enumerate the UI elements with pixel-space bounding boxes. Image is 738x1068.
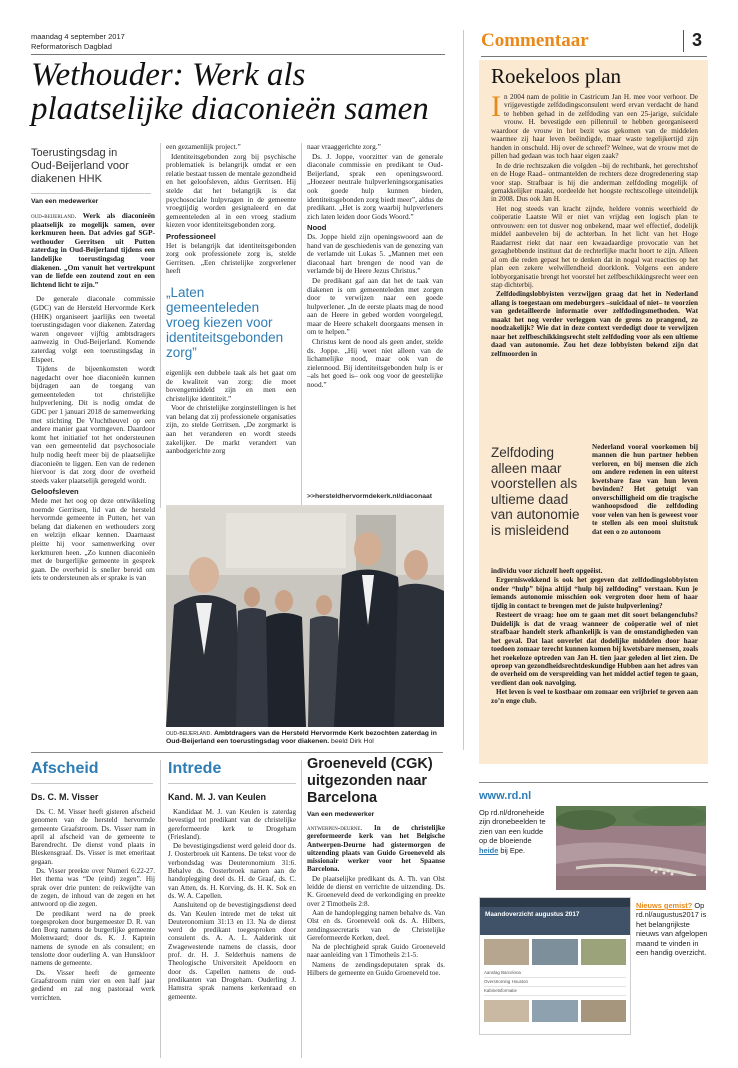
commentary-p1-text: n 2004 nam de politie in Castricum Jan H. mee voor verhoor. De vrijgevestigde zelfdodingsconsulent werd ervan verdacht de hand te hebben gehad in de zelfdoding van een 25-jarige, suïcidale vrouw. H. bevestigde een pillenruil te hebben georganiseerd waardoor de vrouw in het bezit was gekomen van de middelen waarmee zij haar leven beëindigde, maar waste tegelijkertijd zijn handen in onschuld. Hij over de schreef? Welnee, wat de vrouw met de pillen had gedaan was toch haar eigen zaak? [491,93,698,161]
afscheid-p1: Ds. C. M. Visser heeft gisteren afscheid genomen van de hersteld hervormde gemeente Graafstroom. Ds. Visser nam in april al afscheid van de gemeente te Barendrecht. De dienst vond plaats in Bleskensgraaf. Ds. Visser is met emeritaat gegaan. [31,808,155,866]
heide-text: Op rd.nl/droneheide zijn dronebeelden te zien van een kudde op de bloeiende [479,808,546,846]
screenshot-thumb-1 [484,939,529,965]
groeneveld-lead [307,824,445,874]
meeting-photo [166,505,444,727]
intrede-p1: Kandidaat M. J. van Keulen is zaterdag bevestigd tot predikant van de christelijke gereformeerde kerk te Drogeham (Friesland). [168,808,296,841]
page-number: 3 [692,30,703,50]
intrede-p2: De bevestigingsdienst werd geleid door ds. J. Oosterbroek uit Kantens. De tekst voor de verbondsdag was Deuteronomium 31:6. Behalve ds. Oosterbroek namen aan de handoplegging deel ds. H. de Graaf, ds. C. van Atten, ds. H. Korving, ds. H. K. Sok en ds. W. A. Capellen. [168,842,296,900]
main-col2-p5: Voor de christelijke zorginstellingen is het van belang dat zij professionele organisaties zijn, zo stelde Gerritsen. „De zorgmarkt is aan het veranderen en wordt steeds zakelijker. De markt verandert van aanbodgerichte zorg [166,403,296,456]
commentary-p4: Zelfdodingslobbyisten verzwijgen graag dat het in Nederland allang is toegestaan om medeburgers –suïcidaal of niet– te voorzien van gedetailleerde informatie over zelfdodingsmethoden. Wat maakt het nog verder verleggen van de grens zo prangend, zo noodzakelijk? Wie dat in deze context verdedigt door te verwijzen naar het zelfbeschikkingsrecht stelt zelfdoding voor als een ultieme daad van autonomie. Zou het deze lobbyisten bekend zijn dat zelfmoorden in [491,290,698,358]
screenshot-banner [480,907,630,935]
header-rule [31,54,445,55]
main-byline: Van een medewerker [31,198,99,205]
commentary-p6: Ergerniswekkend is ook het gegeven dat zelfdodingslobbyisten onder “hulp” bijna altijd “hulp bij zelfdoding” verstaan. Kun je iemands autonomie misschien ook vergroten door hem of haar tijdig in contact te brengen met de juiste hulpverlening? [491,576,698,610]
afscheid-name: Ds. C. M. Visser [31,792,99,802]
rdnl-rule [479,782,708,783]
groeneveld-p4: Namens de zendingsdeputaten sprak ds. Hilbers de gemeente en Guido Groeneveld toe. [307,960,445,978]
screenshot-thumb-3 [581,939,626,965]
screenshot-thumb-5 [532,1000,577,1022]
main-col2-p4: eigenlijk een dubbele taak als het gaat om de kwaliteit van zorg: die moet bovengemiddeld zijn en men een christelijke identiteit.” [166,367,296,403]
main-lead-place: oud-beijerland. [31,212,77,220]
afscheid-p4: Ds. Visser heeft de gemeente Graafstroom ruim vier en een half jaar gediend en zal nog pastoraal werk verrichten. [31,968,155,1002]
commentary-p7: Resteert de vraag: hoe om te gaan met dit soort belangenclubs? Duidelijk is dat de vraag wanneer de coöperatie wel of niet strafbaar handelt sterk afhankelijk is van de omstandigheden van het geval. Dat laat onverlet dat dodelijke middelen door haar toedoen zomaar terecht kunnen komen bij kwetsbare mensen, zoals het roekeloze optreden van Jan H. tien jaar geleden al liet zien. De oproep van gezondheidsrechtdeskundige Hubben aan het adres van de overheid om de verspreiding van het middel actief tegen te gaan, verdient dan ook navolging. [491,611,698,687]
groeneveld-headline: Groeneveld (CGK) uitgezonden naar Barcelona [307,756,433,806]
heide-photo[interactable] [556,806,706,890]
screenshot-list [480,969,630,996]
subtitle-rule [31,193,151,194]
rdnl-site[interactable]: www.rd.nl [479,790,532,802]
main-headline: Wethouder: Werk als plaatselijke diaconieën samen [31,57,429,127]
main-col-2 [166,143,296,508]
main-right-rule [463,30,464,750]
commentary-dropcap: I [491,93,501,123]
header-paper: Reformatorisch Dagblad [31,42,112,51]
screenshot-item-2: Overstroming Houston [484,978,626,987]
rdnl-news [636,901,708,957]
intrede-name: Kand. M. J. van Keulen [168,792,267,802]
screenshot-thumb-4 [484,1000,529,1022]
main-col2-p2: Identiteitsgebonden zorg bij psychische problematiek is belangrijk omdat er een relatie bestaat tussen de mentale gezondheid en het geloofsleven, aldus Gerritsen. Hij stelde dat het belangrijk is dat psychosociale hulpvragen in de gemeente vroegtijdig worden gesignaleerd en dat gemeenteleden al in een vroeg stadium kiezen voor identiteitsgebonden zorg. [166,151,296,230]
header-date: maandag 4 september 2017 [31,32,125,41]
afscheid-p3: De predikant werd na de preek toegesproken door burgemeester D. R. van den Borg namens de burgerlijke gemeente Molenwaard; door ds. K. J. Kaptein namens de synode en als consulent; en tenslotte door ouderling A. van Hunsklooт namens de gemeente. [31,909,155,968]
main-col-1 [31,212,155,754]
main-lead-text: Werk als diaconieën plaatselijk zo mogelijk samen, over kerkmuren heen. Dat advies gaf SGP-wethouder Gerritsen uit Putten zaterdag in Oud-Beijerland tijdens een landelijke toerustingsdag voor diakenen. „Om vanuit het vertrekpunt van de liefde een zoutend zout en een lichtend licht te zijn.” [31,212,155,289]
caption-text: Ambtdragers van de Hersteld Hervormde Kerk bezochten zaterdag in Oud-Beijerland een toerustingsdag voor diakenen. [166,730,437,746]
intrede-rule [168,783,296,784]
main-col1-p3: Mede met het oog op deze ontwikkeling noemde Gerritsen, lid van de hersteld hervormde gemeente in Putten, het van belang dat diakenen en wethouders zorg en welzijn elkaar kennen. Daarnaast pleitte hij voor samenwerking over kerkmuren heen. „Zo kunnen diaconieën met de burgerlijke gemeente in gesprek gaan. De overheid is sneller bereid om iets te ondersteunen als er sprake is van [31,496,155,583]
main-col2-p1: een gezamenlijk project.” [166,143,241,151]
afscheid-label: Afscheid [31,760,99,777]
col-divider-1 [160,143,161,508]
rdnl-heide-text [479,808,551,855]
news-gemist-link[interactable]: Nieuws gemist? [636,901,693,910]
meeting-photo-image [166,505,444,727]
section-rule [481,56,707,57]
screenshot-item-3: Kabinetsformatie [484,987,626,996]
intrede-body [168,808,296,1058]
main-subtitle: Toerustingsdag in Oud-Beijerland voor diakenen HHK [31,147,129,185]
page-number-divider [683,30,684,52]
screenshot-item-1: Aanslag Barcelona [484,969,626,978]
bottom-divider-1 [160,760,161,1058]
groeneveld-place: antwerpen-deurne. [307,824,363,832]
bottom-rule [31,752,443,753]
caption-place: oud-beijerland. [166,730,213,737]
main-col2-p3: Het is belangrijk dat identiteitsgebonden zorg ook professionele zorg is, stelde Gerritsen. „Een christelijke zorgverlener heeft [166,240,296,276]
main-col1-p1: De generale diaconale commissie (GDC) van de Hersteld Hervormde Kerk (HHK) organiseert jaarlijks een tweetal toerustingsdagen voor diakenen. Zaterdag waren ongeveer vijftig ambtsdragers aanwezig in Oud-Beijerland. Komende zaterdag volgt een toerustingsdag in Elspeet. [31,294,155,364]
groeneveld-byline: Van een medewerker [307,811,375,818]
photo-credit: beeld Dirk Hol [331,738,374,746]
commentary-p5: individu voor zichzelf heeft opgeëist. [491,567,603,575]
section-label: Commentaar [481,30,589,51]
news-text: Op rd.nl/augustus2017 is het belangrijkste nieuws van afgelopen maand te vinden in een handig overzicht. [636,901,708,958]
main-col3-p3: Ds. Joppe hield zijn openingswoord aan de hand van de geschiedenis van de genezing van de verlamde uit Lukas 5. „Mannen met een diaconaal hart brengen de nood van de verlamde bij de Heere Jezus Christus.” [307,231,443,276]
main-col1-p2: Tijdens de bijeenkomsten wordt nagedacht over hoe diaconieën kunnen bijdragen aan de toegang van gemeenteleden tot christelijke hulpverlening. Dit is nodig omdat de GDC per 1 januari 2018 de samenwerking met stichting De Vluchtheuvel op een andere manier gaat vormgeven. Daardoor komt het initiatief tot het ondersteunen van een gemeentelid dat psychosociale hulp nodig heeft meer bij de plaatselijke diaconieën te liggen. Een van de redenen hiervoor is dat zorg door de overheid steeds vaker plaatselijk geregeld wordt. [31,364,155,485]
groeneveld-p1: De plaatselijke predikant ds. A. Th. van Olst leidde de dienst en verrichte de uitzending. Ds. K. Groeneveld deed de verkondiging en preekte over 2 Timotheüs 2:8. [307,874,445,908]
bottom-divider-2 [301,760,302,1058]
main-col3-p1: naar vraaggerichte zorg.” [307,143,381,151]
col-divider-2 [301,143,302,508]
afscheid-rule [31,783,153,784]
screenshot-row-1 [480,935,630,969]
commentary-body-2 [491,567,698,762]
main-web-link[interactable]: >>hersteldhervormdekerk.nl/diaconaat [307,493,433,500]
groeneveld-lead-text: In de christelijke gereformeerde kerk van het Belgische Antwerpen-Deurne had gistermorgen de uitzending plaats van Guido Groeneveld als missionair werker voor het Spaanse Barcelona. [307,824,445,874]
main-col2-subhead: Professioneel [166,231,216,241]
commentary-wrap: Nederland vooral voorkomen bij mannen die hun partner hebben verloren, en bij mensen die zich om andere redenen in een uiterst kwetsbare fase van hun leven bevinden? Het getuigt van onverschilligheid om die tragische wanhoopsdood die zelfdoding voor velen van hen is geweest voor te stellen als een mooi sluitstuk dat een o zo autonoom [592,443,698,536]
groeneveld-p2: Aan de handoplegging namen behalve ds. Van Olst en ds. Groeneveld ook ds. A. Hilbers, zendingssecretaris van de Christelijke Gereformeerde Kerken, deel. [307,908,445,942]
main-col1-subhead: Geloofsleven [31,487,79,497]
commentary-title: Roekeloos plan [491,64,622,88]
groeneveld-body [307,824,445,1060]
intrede-label: Intrede [168,760,222,777]
screenshot-thumb-2 [532,939,577,965]
afscheid-body [31,808,155,1058]
main-pull-quote: „Laten gemeenteleden vroeg kiezen voor identiteitsgebonden zorg” [166,284,284,360]
main-col3-p4: De predikant gaf aan dat het de taak van diakenen is om gemeenteleden met zorgen door te verwijzen naar een goede hulpverlener. „In de eerste plaats mag de nood aan de Heere in gebed worden voorgelegd, maar de Heere schakelt doorgaans mensen in om te helpen.” [307,275,443,337]
main-col-3 [307,143,443,488]
heide-photo-image [556,806,706,890]
main-col3-p2: Ds. J. Joppe, voorzitter van de generale diaconale commissie en predikant te Oud-Beijerland, sprak een openingswoord. „Hoezeer neutrale hulpverleningsorganisaties ook goede hulp kunnen bieden, identiteitsgebonden zorg biedt meer”, aldus de predikant. „Het is zorg waarbij hulpverleners zich laten leiden door Gods Woord.” [307,151,443,221]
commentary-p1 [491,93,698,161]
intrede-p3: Aansluitend op de bevestigingsdienst deed ds. Van Keulen intrede met de tekst uit Deuteronomium 31:13 en 13. Na de dienst werd de predikant toegesproken door consulent ds. A. A. L. Aalderink uit Zwagewestende namens de classis, door prof. dr. H. J. Selderhuis namens de Theologische Universiteit Apeldoorn en door ds. Capellen namens de oud-predikanten van Drogeham. Ouderling J. Hamstra sprak namens kerkenraad en gemeente. [168,901,296,1001]
commentary-p8: Het leven is veel te kostbaar om zomaar een vrijbrief te geven aan zo’n enge club. [491,688,698,705]
main-lead [31,212,155,289]
screenshot-row-2 [480,996,630,1026]
groeneveld-p3: Na de plechtigheid sprak Guido Groeneveld naar aanleiding van 1 Timotheüs 2:1-5. [307,943,445,960]
commentary-p3: Het nog steeds van kracht zijnde, heldere vonnis weerhield de coöperatie Laatste Wil er niet van vrijdag een logisch plan te ontvouwen: een tot dusver nog onbekend, maar wel effectief, dodelijk middel aanbevelen bij de achterban. In het licht van het Hoge Raadarrest riekt dat naar een kwaadaardige provocatie van het gezaghebbende instituut dat de rechterlijke macht hoort te zijn. Alleen al om die reden gepast het te denken dat in nogal wat reacties op het plan een zekere welwillendheid doorklonk. Volgens een andere lobbyorganisatie brengt het voorstel het zelfbeschikkingsrecht weer een stap dichterbij. [491,204,698,289]
heide-tail: bij Epe. [500,845,526,855]
screenshot-thumb-6 [581,1000,626,1022]
heide-link[interactable]: heide [479,845,499,855]
afscheid-p2: Ds. Visser preekte over Numeri 6:22-27. Het thema was “De (eind) zegen”. Hij sprak over drie punten: de reikwijdte van de zegen, de inhoud van de zegen en het antwoord op die zegen. [31,867,155,909]
screenshot-title: Maandoverzicht augustus 2017 [485,911,580,918]
screenshot-topbar [480,898,630,907]
main-col3-p5: Christus kent de nood als geen ander, stelde ds. Joppe. „Hij weet niet alleen van de lichamelijke nood, maar ook van de zielennood. Bij identiteitsgebonden hulp is er –als het goed is– ook oog voor de geestelijke nood.” [307,337,443,390]
commentary-p2: In de drie rechtszaken die volgden –bij de rechtbank, het gerechtshof en de Hoge Raad– ontmantelden de rechters deze drogredenering stap voor stap. Strafbaar is hij die anderman zelfdoding mogelijk of gemakkelijker maakt, oordeelde het hoogste rechtscollege uiteindelijk in 2008. Dus ook Jan H. [491,161,698,204]
photo-caption [166,730,446,747]
main-col3-subhead: Nood [307,223,327,233]
overview-screenshot[interactable] [479,897,631,1035]
commentary-pull-quote: Zelfdoding alleen maar voorstellen als ultieme daad van autonomie is misleidend [491,445,580,538]
